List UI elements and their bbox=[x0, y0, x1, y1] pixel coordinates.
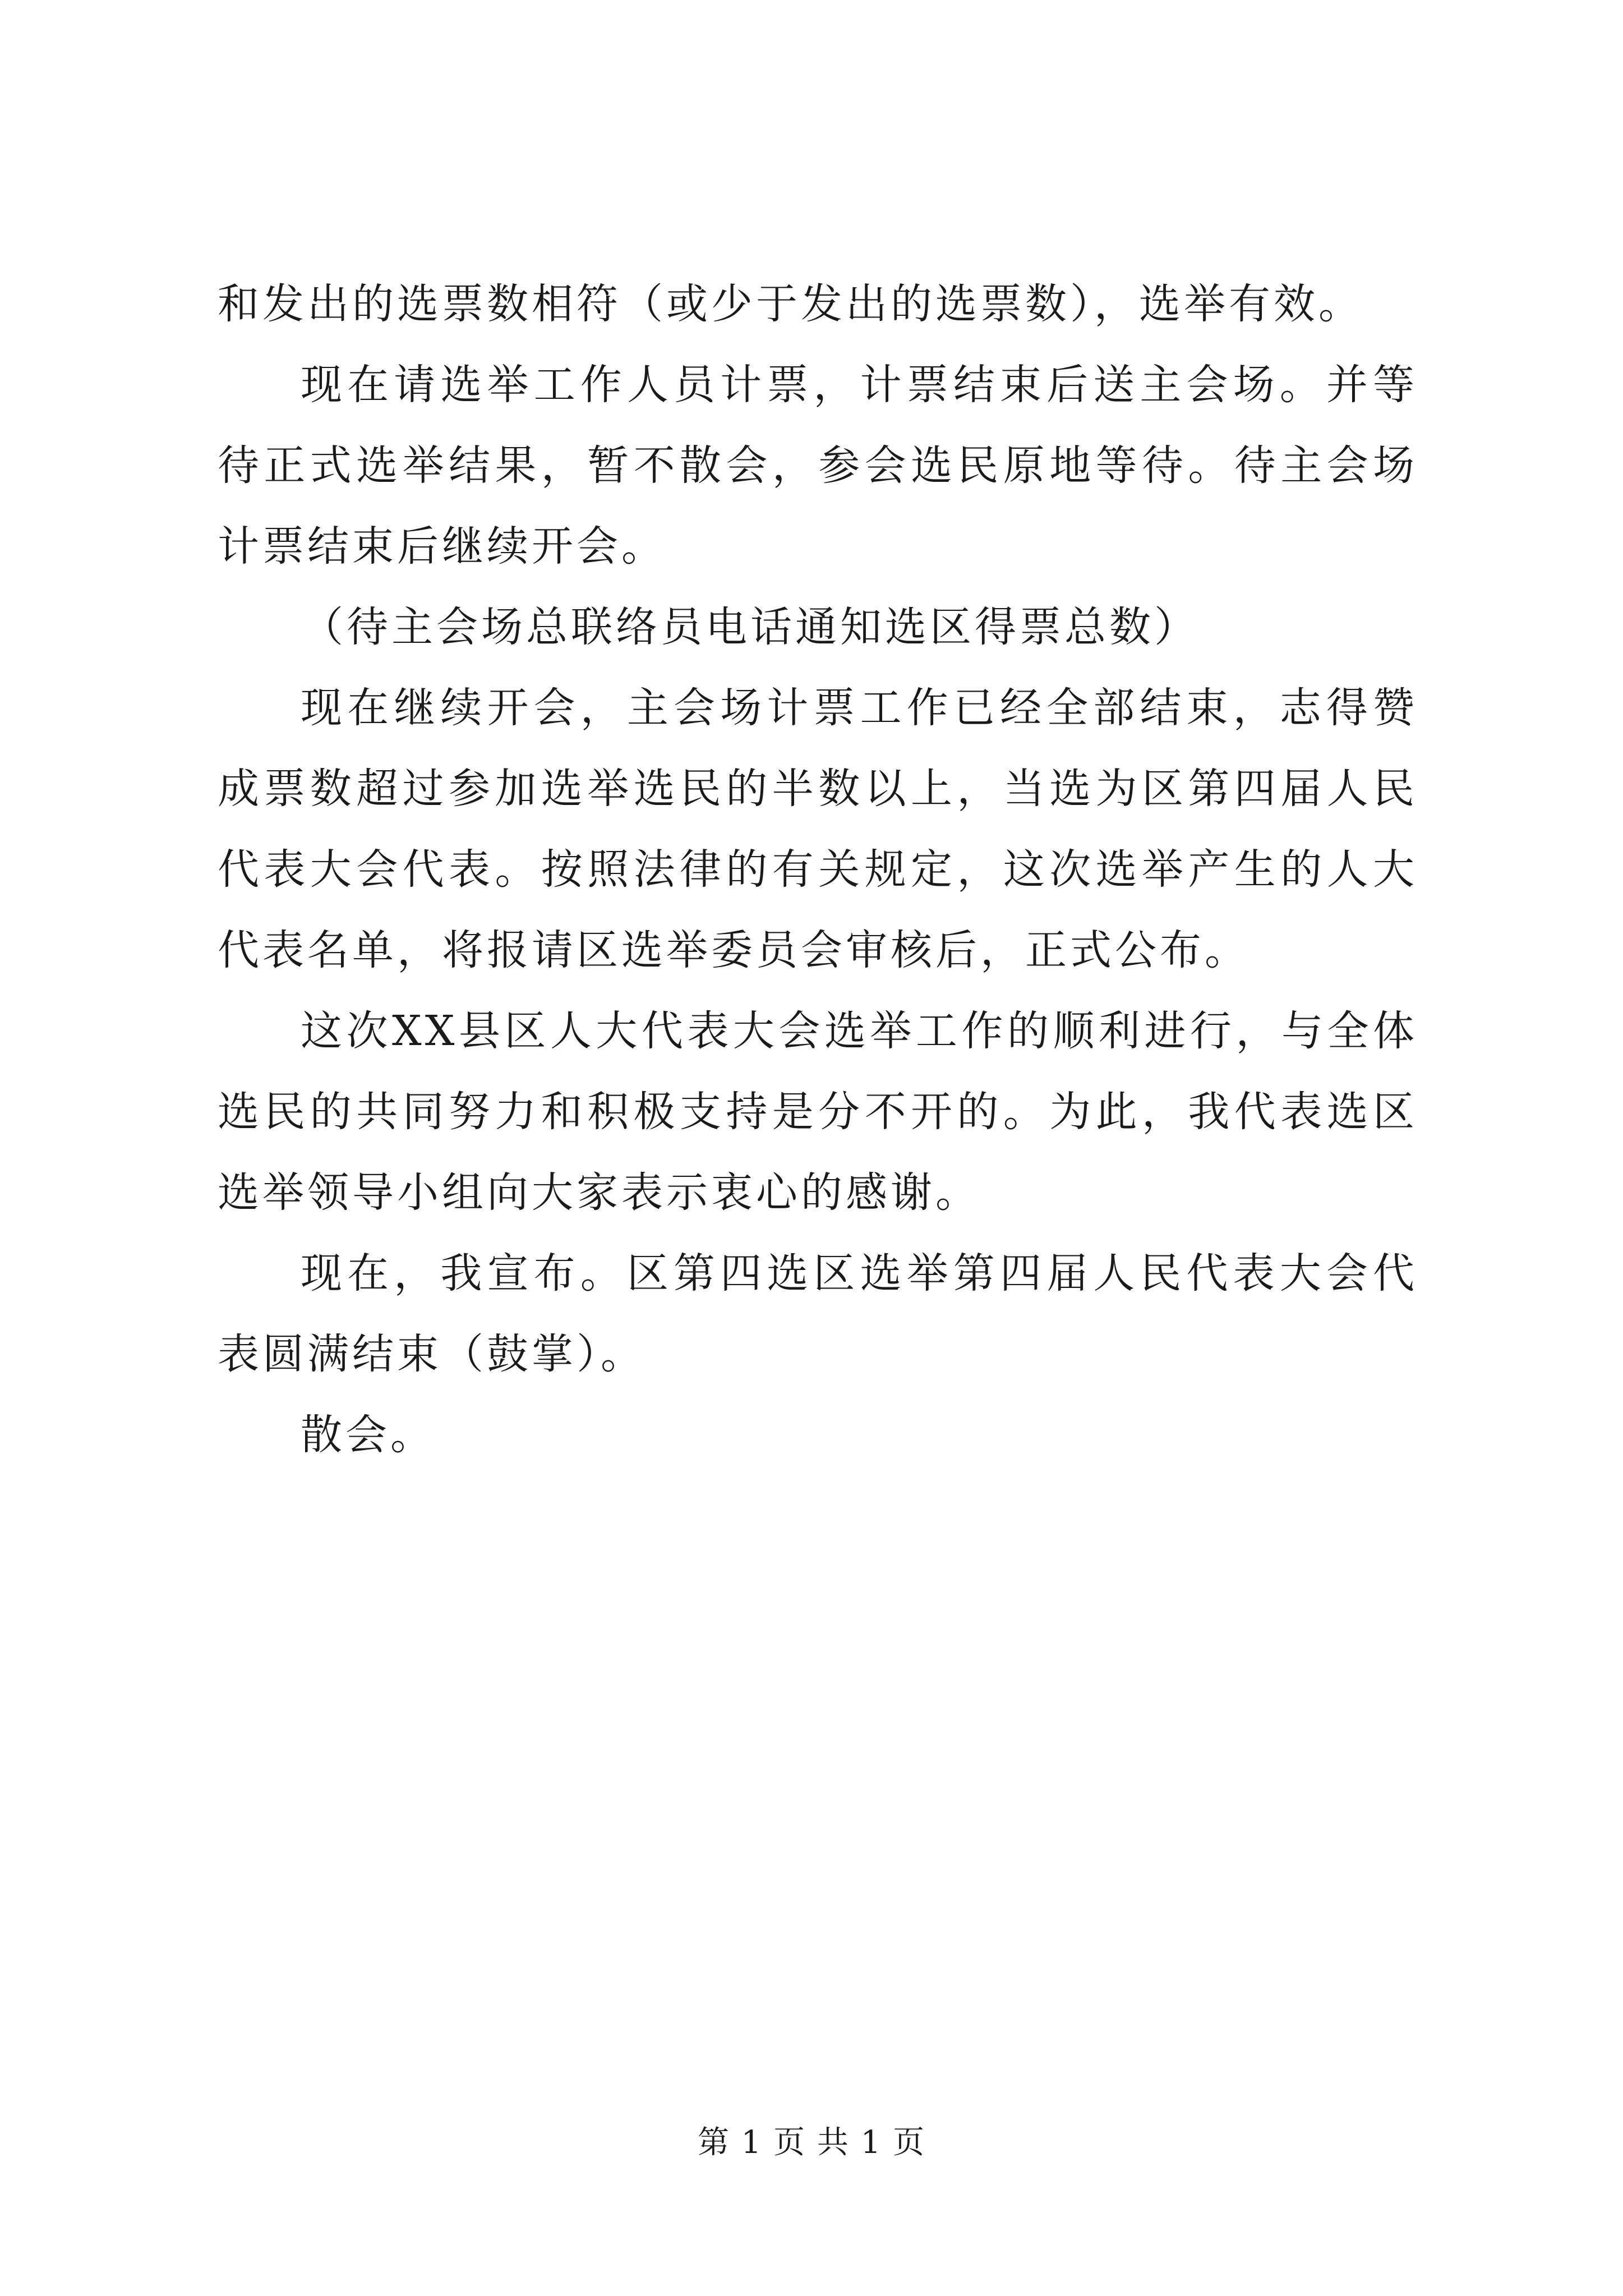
paragraph-continuation: 和发出的选票数相符（或少于发出的选票数），选举有效。 bbox=[218, 280, 1363, 328]
paragraph-closing: 现在，我宣布。区第四选区选举第四届人民代表大会代表圆满结束（鼓掌）。 bbox=[218, 1249, 1418, 1378]
document-body bbox=[218, 264, 1418, 1475]
paragraph-thanks: 这次XX县区人大代表大会选举工作的顺利进行，与全体选民的共同努力和积极支持是分不开的。为此，我代表选区选举领导小组向大家表示衷心的感谢。 bbox=[218, 1007, 1418, 1217]
page-number-footer: 第 1 页 共 1 页 bbox=[697, 2124, 926, 2161]
paragraph-adjourn: 散会。 bbox=[301, 1411, 435, 1459]
paragraph-note: （待主会场总联络员电话通知选区得票总数） bbox=[302, 603, 1199, 651]
paragraph-vote-counting: 现在请选举工作人员计票，计票结束后送主会场。并等待正式选举结果，暂不散会，参会选民原地等待。待主会场计票结束后继续开会。 bbox=[218, 361, 1418, 570]
paragraph-results: 现在继续开会，主会场计票工作已经全部结束，志得赞成票数超过参加选举选民的半数以上，当选为区第四届人民代表大会代表。按照法律的有关规定，这次选举产生的人大代表名单，将报请区选举委员会审核后，正式公布。 bbox=[218, 684, 1418, 974]
